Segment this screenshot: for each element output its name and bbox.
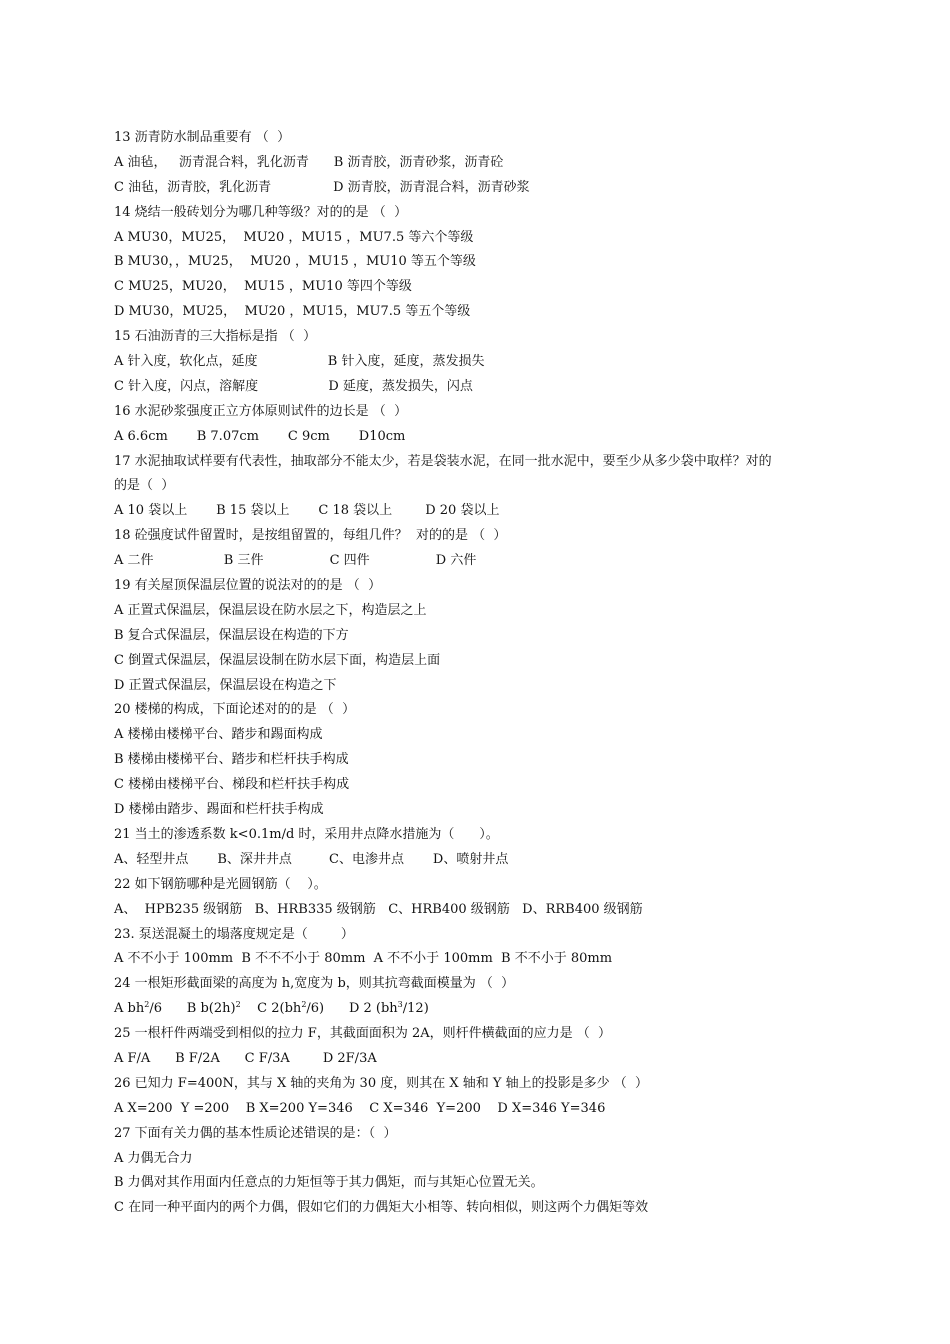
- superscript: 2: [235, 1000, 241, 1010]
- option-line: B 复合式保温层，保温层设在构造的下方: [114, 627, 349, 643]
- option-line: A 6.6cm B 7.07cm C 9cm D10cm: [114, 428, 406, 444]
- question-17-continued: 的是（ ）: [114, 478, 175, 494]
- option-line: D MU30，MU25， MU20 ，MU15，MU7.5 等五个等级: [114, 304, 471, 320]
- question-19: 19 有关屋顶保温层位置的说法对的的是 （ ）: [114, 578, 382, 594]
- option-line: A X=200 Y =200 B X=200 Y=346 C X=346 Y=200 D X=346 Y=346: [114, 1100, 606, 1116]
- question-26: 26 已知力 F=400N，其与 X 轴的夹角为 30 度，则其在 X 轴和 Y 轴上的投影是多少 （ ）: [114, 1075, 648, 1091]
- option-line: A 力偶无合力: [114, 1150, 193, 1166]
- question-25: 25 一根杆件两端受到相似的拉力 F，其截面面积为 2A，则杆件横截面的应力是 （ ）: [114, 1026, 612, 1042]
- question-22: 22 如下钢筋哪种是光圆钢筋（ ）。: [114, 876, 327, 892]
- option-line: A 油毡， 沥青混合料，乳化沥青 B 沥青胶，沥青砂浆，沥青砼: [114, 154, 504, 170]
- formula-text: A bh: [114, 1001, 145, 1017]
- option-line: A 楼梯由楼梯平台、踏步和踢面构成: [114, 727, 323, 743]
- option-line: C 针入度，闪点，溶解度 D 延度，蒸发损失，闪点: [114, 378, 473, 394]
- formula-option-line: [114, 997, 854, 1022]
- question-14: 14 烧结一般砖划分为哪几种等级？对的的是 （ ）: [114, 204, 408, 220]
- superscript: 3: [397, 1000, 403, 1010]
- option-line: A MU30，MU25， MU20 ，MU15 ，MU7.5 等六个等级: [114, 229, 474, 245]
- question-13: 13 沥青防水制品重要有 （ ）: [114, 130, 291, 145]
- option-line: C MU25，MU20， MU15 ，MU10 等四个等级: [114, 279, 412, 295]
- question-18: 18 砼强度试件留置时，是按组留置的，每组几件？ 对的的是 （ ）: [114, 528, 507, 544]
- question-21: 21 当土的渗透系数 k<0.1m/d 时，采用井点降水措施为（ ）。: [114, 826, 499, 842]
- option-line: B 力偶对其作用面内任意点的力矩恒等于其力偶矩，而与其矩心位置无关。: [114, 1175, 544, 1191]
- option-line: A 正置式保温层，保温层设在防水层之下，构造层之上: [114, 602, 427, 618]
- option-line: A 10 袋以上 B 15 袋以上 C 18 袋以上 D 20 袋以上: [114, 503, 500, 519]
- question-16: 16 水泥砂浆强度正立方体原则试件的边长是 （ ）: [114, 403, 408, 419]
- question-17: 17 水泥抽取试样要有代表性，抽取部分不能太少，若是袋装水泥，在同一批水泥中，要至少从多少袋中取样？对的: [114, 453, 772, 469]
- option-line: A 二件 B 三件 C 四件 D 六件: [114, 553, 477, 569]
- document-page: [114, 126, 854, 1221]
- formula-text: /6: [149, 1001, 187, 1017]
- superscript: 2: [301, 1000, 307, 1010]
- question-27: 27 下面有关力偶的基本性质论述错误的是：（ ）: [114, 1125, 397, 1141]
- option-line: D 正置式保温层，保温层设在构造之下: [114, 677, 337, 693]
- option-line: C 油毡，沥青胶，乳化沥青 D 沥青胶，沥青混合料，沥青砂浆: [114, 179, 530, 195]
- option-line: B 楼梯由楼梯平台、踏步和栏杆扶手构成: [114, 752, 349, 768]
- formula-text: C 2(bh: [240, 1001, 302, 1017]
- option-line: C 倒置式保温层，保温层设制在防水层下面，构造层上面: [114, 652, 441, 668]
- question-24: 24 一根矩形截面梁的高度为 h,宽度为 b，则其抗弯截面模量为 （ ）: [114, 976, 515, 992]
- option-line: A、轻型井点 B、深井井点 C、电渗井点 D、喷射井点: [114, 851, 509, 867]
- option-line: A F/A B F/2A C F/3A D 2F/3A: [114, 1050, 377, 1066]
- formula-text: B b(2h): [186, 1001, 236, 1017]
- option-line: B MU30，，MU25， MU20 ，MU15 ，MU10 等五个等级: [114, 254, 476, 270]
- question-23: 23. 泵送混凝土的塌落度规定是（ ）: [114, 926, 354, 942]
- formula-text: D 2 (bh: [348, 1001, 398, 1017]
- option-line: A、 HPB235 级钢筋 B、HRB335 级钢筋 C、HRB400 级钢筋 D、RRB400 级钢筋: [114, 901, 643, 917]
- formula-text: /12): [402, 1001, 429, 1017]
- option-line: D 楼梯由踏步、踢面和栏杆扶手构成: [114, 802, 324, 818]
- formula-text: /6): [306, 1001, 349, 1017]
- question-15: 15 石油沥青的三大指标是指 （ ）: [114, 329, 317, 345]
- option-line: A 不不小于 100mm B 不不不小于 80mm A 不不小于 100mm B 不不小于 80mm: [114, 951, 613, 967]
- option-line: C 在同一种平面内的两个力偶，假如它们的力偶矩大小相等、转向相似，则这两个力偶矩等效: [114, 1200, 649, 1216]
- option-line: C 楼梯由楼梯平台、梯段和栏杆扶手构成: [114, 777, 350, 793]
- question-20: 20 楼梯的构成，下面论述对的的是 （ ）: [114, 702, 356, 718]
- superscript: 2: [144, 1000, 150, 1010]
- option-line: A 针入度，软化点，延度 B 针入度，延度，蒸发损失: [114, 354, 485, 370]
